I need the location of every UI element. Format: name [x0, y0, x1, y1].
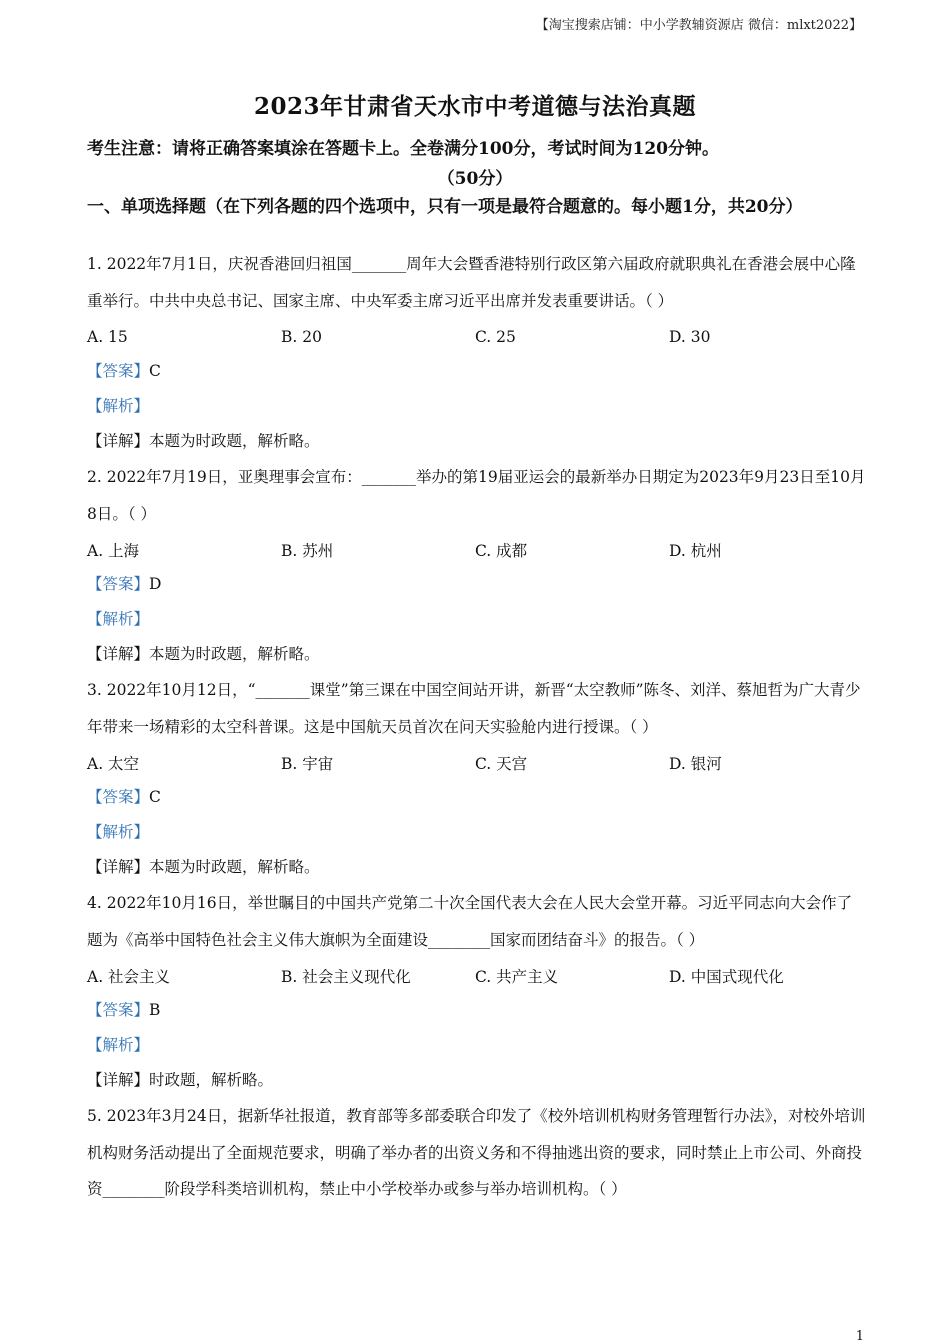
detail-text: 本题为时政题，解析略。	[149, 645, 320, 663]
page-number: 1	[855, 1329, 864, 1344]
detail-label: 【详解】	[87, 432, 150, 450]
option-a: A. 太空	[87, 754, 140, 773]
page-title: 2023年甘肃省天水市中考道德与法治真题	[253, 93, 696, 120]
exam-notice: 考生注意：请将正确答案填涂在答题卡上。全卷满分100分，考试时间为120分钟。	[87, 139, 719, 159]
detail-line	[87, 637, 867, 672]
detail-label: 【详解】	[87, 645, 150, 663]
analysis-label: 【解析】	[87, 1036, 150, 1054]
analysis-label: 【解析】	[87, 610, 150, 628]
question-text: 2. 2022年7月19日，亚奥理事会宣布：_______举办的第19届亚运会的最新举办日期定为2023年9月23日至10月8日。（ ）	[87, 468, 866, 523]
detail-text: 本题为时政题，解析略。	[149, 432, 320, 450]
question-block	[87, 459, 867, 672]
answer-label: 【答案】	[87, 575, 150, 593]
answer-line	[87, 993, 867, 1028]
answer-line	[87, 567, 867, 602]
question-text: 4. 2022年10月16日，举世瞩目的中国共产党第二十次全国代表大会在人民大会堂开幕。习近平同志向大会作了题为《高举中国特色社会主义伟大旗帜为全面建设________国家而团结奋斗》的报告。（ ）	[87, 894, 853, 949]
section-title: 一、单项选择题（在下列各题的四个选项中，只有一项是最符合题意的。每小题1分，共20分）	[87, 197, 803, 217]
option-a: A. 15	[87, 327, 128, 346]
answer-label: 【答案】	[87, 788, 150, 806]
option-b: B. 社会主义现代化	[281, 967, 411, 986]
answer-line	[87, 354, 867, 389]
option-b: B. 苏州	[281, 541, 334, 560]
question-block	[87, 246, 867, 459]
detail-label: 【详解】	[87, 858, 150, 876]
question-block	[87, 1098, 867, 1208]
section-score: （50分）	[437, 169, 513, 189]
option-b: B. 宇宙	[281, 754, 334, 773]
answer-value: C	[149, 788, 161, 806]
question-text: 5. 2023年3月24日，据新华社报道，教育部等多部委联合印发了《校外培训机构财务管理暂行办法》，对校外培训机构财务活动提出了全面规范要求，明确了举办者的出资义务和不得抽逃出资的要求，同时禁止上市公司、外商投资________阶段学科类培训机构，禁止中小学校举办或参与举办培训机构。（ ）	[87, 1107, 866, 1198]
header-note: 【淘宝搜索店铺：中小学教辅资源店 微信：mlxt2022】	[535, 18, 862, 33]
question-block	[87, 885, 867, 1098]
analysis-label: 【解析】	[87, 397, 150, 415]
option-row	[87, 319, 867, 354]
detail-text: 本题为时政题，解析略。	[149, 858, 320, 876]
analysis-label: 【解析】	[87, 823, 150, 841]
question-text: 1. 2022年7月1日，庆祝香港回归祖国_______周年大会暨香港特别行政区第六届政府就职典礼在香港会展中心隆重举行。中共中央总书记、国家主席、中央军委主席习近平出席并发表重要讲话。（ ）	[87, 255, 856, 310]
question-text: 3. 2022年10月12日，“_______课堂”第三课在中国空间站开讲，新晋“太空教师”陈冬、刘洋、蔡旭哲为广大青少年带来一场精彩的太空科普课。这是中国航天员首次在问天实验舱内进行授课。（ ）	[87, 681, 861, 736]
detail-line	[87, 1063, 867, 1098]
option-c: C. 天宫	[475, 754, 528, 773]
option-b: B. 20	[281, 327, 322, 346]
question-block	[87, 672, 867, 885]
question-list	[87, 246, 867, 1208]
option-row	[87, 745, 867, 780]
analysis-line	[87, 1028, 867, 1063]
answer-value: B	[149, 1001, 161, 1019]
detail-line	[87, 850, 867, 885]
analysis-line	[87, 389, 867, 424]
option-row	[87, 958, 867, 993]
answer-line	[87, 780, 867, 815]
option-a: A. 上海	[87, 541, 140, 560]
detail-text: 时政题，解析略。	[149, 1071, 274, 1089]
answer-label: 【答案】	[87, 1001, 150, 1019]
option-c: C. 成都	[475, 541, 528, 560]
detail-label: 【详解】	[87, 1071, 150, 1089]
answer-label: 【答案】	[87, 362, 150, 380]
option-d: D. 中国式现代化	[669, 967, 784, 986]
option-d: D. 杭州	[669, 541, 722, 560]
option-row	[87, 532, 867, 567]
option-c: C. 25	[475, 327, 516, 346]
answer-value: D	[149, 575, 162, 593]
option-d: D. 30	[669, 327, 711, 346]
detail-line	[87, 424, 867, 459]
option-a: A. 社会主义	[87, 967, 171, 986]
analysis-line	[87, 815, 867, 850]
analysis-line	[87, 602, 867, 637]
option-c: C. 共产主义	[475, 967, 559, 986]
option-d: D. 银河	[669, 754, 722, 773]
answer-value: C	[149, 362, 161, 380]
